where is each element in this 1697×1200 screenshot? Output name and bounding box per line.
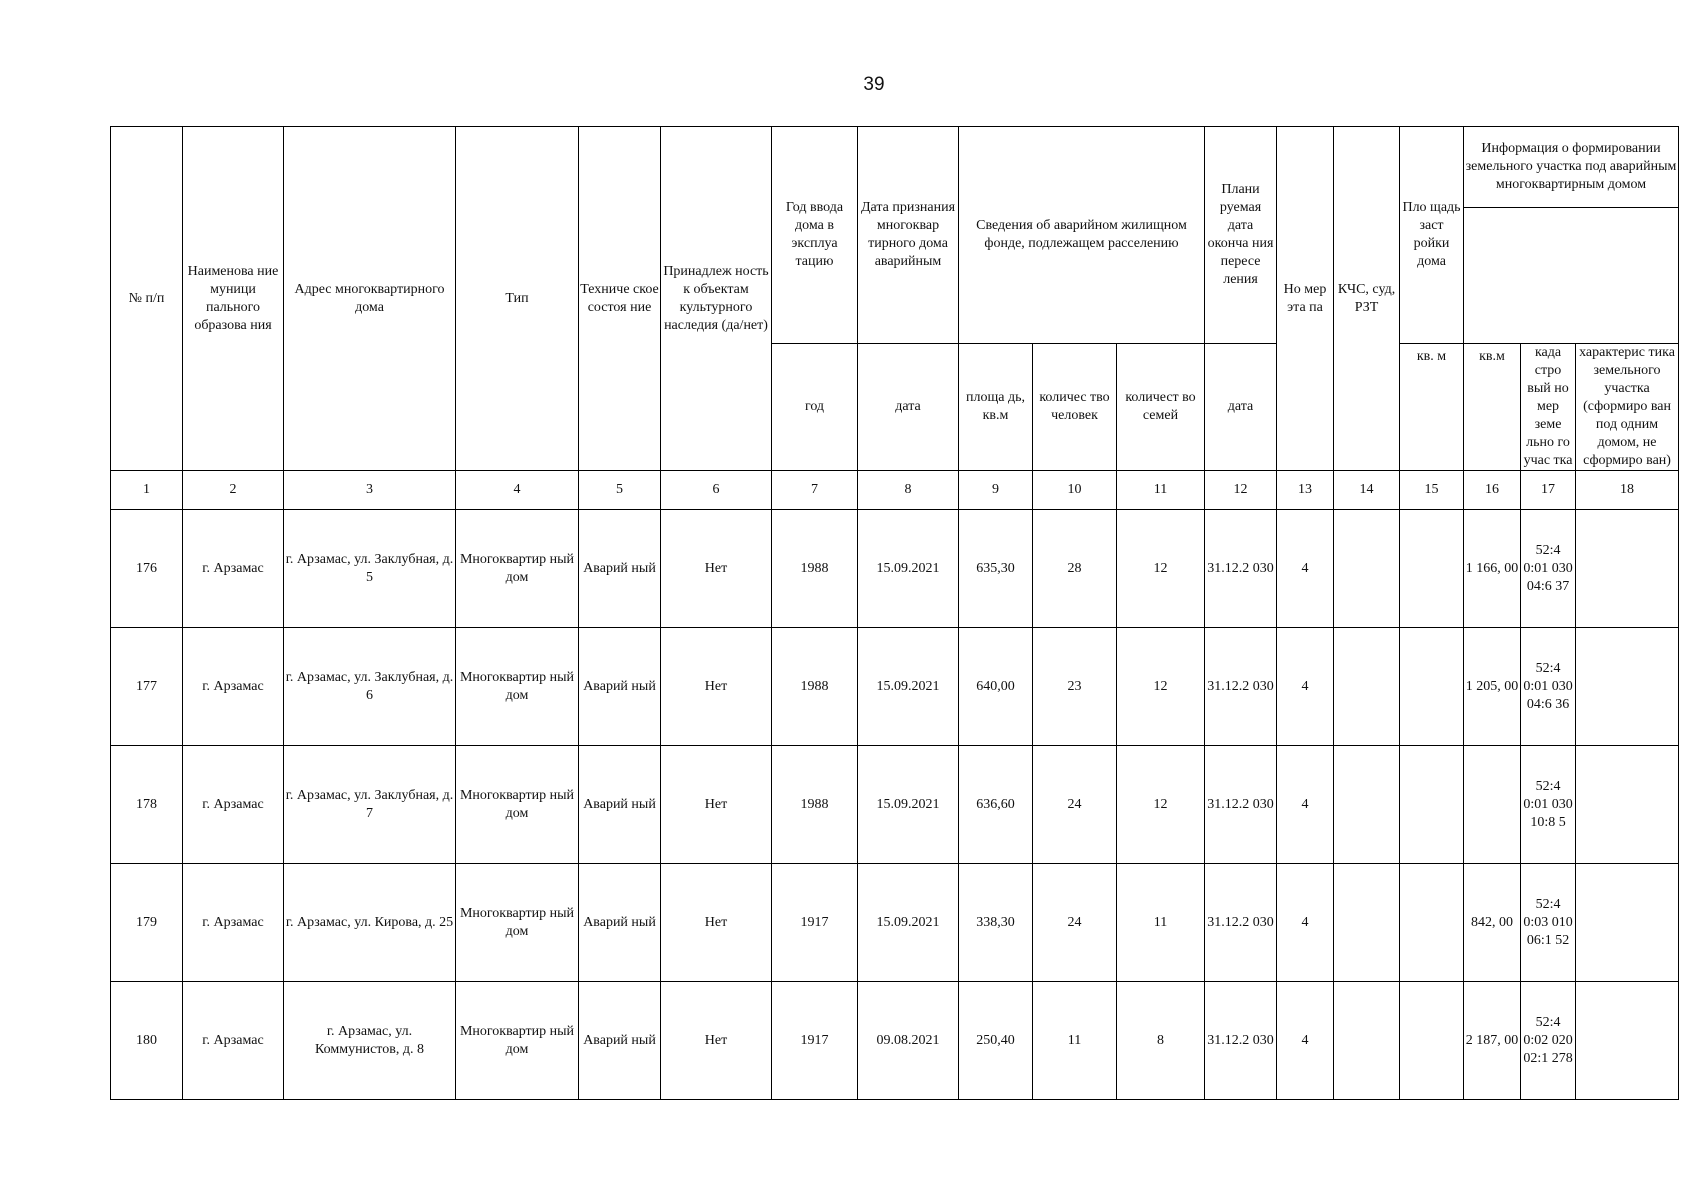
heritage-flag: Нет xyxy=(661,628,772,746)
heritage-flag: Нет xyxy=(661,746,772,864)
commission-year: 1988 xyxy=(772,628,858,746)
family-count: 8 xyxy=(1117,982,1205,1100)
address: г. Арзамас, ул. Заклубная, д. 5 xyxy=(284,510,456,628)
building-type: Многоквартир ный дом xyxy=(456,510,579,628)
municipality: г. Арзамас xyxy=(183,510,284,628)
col-municipality-header: Наименова ние муници пального образова ния xyxy=(183,127,284,471)
land-info-title: Информация о формировании земельного участка под аварийным многоквартирным домом xyxy=(1464,127,1678,208)
condition: Аварий ный xyxy=(579,746,661,864)
build-area xyxy=(1400,628,1464,746)
condition: Аварий ный xyxy=(579,628,661,746)
land-area: 1 166, 00 xyxy=(1464,510,1521,628)
land-area: 2 187, 00 xyxy=(1464,982,1521,1100)
kchs-cell xyxy=(1334,510,1400,628)
address: г. Арзамас, ул. Коммунистов, д. 8 xyxy=(284,982,456,1100)
municipality: г. Арзамас xyxy=(183,982,284,1100)
cadastral-number: 52:4 0:01 030 10:8 5 xyxy=(1521,746,1576,864)
col-address-header: Адрес многоквартирного дома xyxy=(284,127,456,471)
sub-date: дата xyxy=(858,344,959,471)
build-area xyxy=(1400,510,1464,628)
condition: Аварий ный xyxy=(579,510,661,628)
col-recognition-date-header: Дата признания многоквар тирного дома аварийным xyxy=(858,127,959,344)
recognition-date: 15.09.2021 xyxy=(858,510,959,628)
heritage-flag: Нет xyxy=(661,982,772,1100)
address: г. Арзамас, ул. Кирова, д. 25 xyxy=(284,864,456,982)
col-year-header: Год ввода дома в эксплуа тацию xyxy=(772,127,858,344)
page-number: 39 xyxy=(863,74,885,95)
housing-area: 338,30 xyxy=(959,864,1033,982)
row-number: 176 xyxy=(111,510,183,628)
recognition-date: 09.08.2021 xyxy=(858,982,959,1100)
col-num: 16 xyxy=(1464,471,1521,510)
condition: Аварий ный xyxy=(579,864,661,982)
recognition-date: 15.09.2021 xyxy=(858,628,959,746)
recognition-date: 15.09.2021 xyxy=(858,864,959,982)
commission-year: 1917 xyxy=(772,864,858,982)
table-row xyxy=(111,864,1679,982)
build-area xyxy=(1400,982,1464,1100)
planned-date: 31.12.2 030 xyxy=(1205,510,1277,628)
people-count: 11 xyxy=(1033,982,1117,1100)
column-number-row xyxy=(111,471,1679,510)
building-type: Многоквартир ный дом xyxy=(456,746,579,864)
col-stage-header: Но мер эта па xyxy=(1277,127,1334,471)
kchs-cell xyxy=(1334,982,1400,1100)
table-row xyxy=(111,746,1679,864)
col-num: 10 xyxy=(1033,471,1117,510)
col-type-header: Тип xyxy=(456,127,579,471)
stage-number: 4 xyxy=(1277,628,1334,746)
kchs-cell xyxy=(1334,864,1400,982)
cadastral-number: 52:4 0:01 030 04:6 36 xyxy=(1521,628,1576,746)
col-num: 8 xyxy=(858,471,959,510)
people-count: 24 xyxy=(1033,864,1117,982)
planned-date: 31.12.2 030 xyxy=(1205,864,1277,982)
land-area xyxy=(1464,746,1521,864)
sub-planned-date: дата xyxy=(1205,344,1277,471)
land-characteristic xyxy=(1576,746,1679,864)
col-cadastre-header: када стро вый но мер земе льно го учас тка xyxy=(1521,344,1576,471)
col-num: 1 xyxy=(111,471,183,510)
cadastral-number: 52:4 0:01 030 04:6 37 xyxy=(1521,510,1576,628)
build-area xyxy=(1400,746,1464,864)
family-count: 11 xyxy=(1117,864,1205,982)
stage-number: 4 xyxy=(1277,510,1334,628)
table-row xyxy=(111,510,1679,628)
building-type: Многоквартир ный дом xyxy=(456,982,579,1100)
col-num: 17 xyxy=(1521,471,1576,510)
col-condition-header: Техниче ское состоя ние xyxy=(579,127,661,471)
col-num: 13 xyxy=(1277,471,1334,510)
commission-year: 1917 xyxy=(772,982,858,1100)
sub-families: количест во семей xyxy=(1117,344,1205,471)
row-number: 177 xyxy=(111,628,183,746)
sub-people: количес тво человек xyxy=(1033,344,1117,471)
col-num: 11 xyxy=(1117,471,1205,510)
col-build-area-header: Пло щадь заст ройки дома xyxy=(1400,127,1464,344)
housing-area: 250,40 xyxy=(959,982,1033,1100)
housing-area: 635,30 xyxy=(959,510,1033,628)
col-num: 18 xyxy=(1576,471,1679,510)
condition: Аварий ный xyxy=(579,982,661,1100)
col-kchs-header: КЧС, суд, РЗТ xyxy=(1334,127,1400,471)
people-count: 28 xyxy=(1033,510,1117,628)
address: г. Арзамас, ул. Заклубная, д. 7 xyxy=(284,746,456,864)
col-num: 9 xyxy=(959,471,1033,510)
sub-area: площа дь, кв.м xyxy=(959,344,1033,471)
col-num: 14 xyxy=(1334,471,1400,510)
kchs-cell xyxy=(1334,746,1400,864)
land-area: 1 205, 00 xyxy=(1464,628,1521,746)
header-row-1 xyxy=(111,127,1679,344)
land-characteristic xyxy=(1576,982,1679,1100)
building-type: Многоквартир ный дом xyxy=(456,864,579,982)
municipality: г. Арзамас xyxy=(183,628,284,746)
address: г. Арзамас, ул. Заклубная, д. 6 xyxy=(284,628,456,746)
family-count: 12 xyxy=(1117,510,1205,628)
housing-area: 640,00 xyxy=(959,628,1033,746)
stage-number: 4 xyxy=(1277,746,1334,864)
commission-year: 1988 xyxy=(772,746,858,864)
table-row xyxy=(111,628,1679,746)
col-land-char-header: характерис тика земельного участка (сформиро ван под одним домом, не сформиро ван) xyxy=(1576,344,1679,471)
land-area: 842, 00 xyxy=(1464,864,1521,982)
row-number: 180 xyxy=(111,982,183,1100)
planned-date: 31.12.2 030 xyxy=(1205,746,1277,864)
people-count: 23 xyxy=(1033,628,1117,746)
recognition-date: 15.09.2021 xyxy=(858,746,959,864)
col-num: 15 xyxy=(1400,471,1464,510)
heritage-flag: Нет xyxy=(661,864,772,982)
planned-date: 31.12.2 030 xyxy=(1205,982,1277,1100)
table-body xyxy=(111,510,1679,1100)
sub-land-area-unit: кв.м xyxy=(1464,344,1521,471)
family-count: 12 xyxy=(1117,746,1205,864)
col-num: 7 xyxy=(772,471,858,510)
sub-year: год xyxy=(772,344,858,471)
planned-date: 31.12.2 030 xyxy=(1205,628,1277,746)
family-count: 12 xyxy=(1117,628,1205,746)
commission-year: 1988 xyxy=(772,510,858,628)
table-row xyxy=(111,982,1679,1100)
housing-area: 636,60 xyxy=(959,746,1033,864)
cadastral-number: 52:4 0:02 020 02:1 278 xyxy=(1521,982,1576,1100)
col-num: 6 xyxy=(661,471,772,510)
row-number: 179 xyxy=(111,864,183,982)
row-number: 178 xyxy=(111,746,183,864)
cadastral-number: 52:4 0:03 010 06:1 52 xyxy=(1521,864,1576,982)
land-characteristic xyxy=(1576,864,1679,982)
build-area xyxy=(1400,864,1464,982)
col-land-info-header xyxy=(1464,127,1679,344)
col-num: 5 xyxy=(579,471,661,510)
col-planned-date-header: Плани руемая дата оконча ния пересе ления xyxy=(1205,127,1277,344)
heritage-flag: Нет xyxy=(661,510,772,628)
col-num: 3 xyxy=(284,471,456,510)
land-characteristic xyxy=(1576,628,1679,746)
stage-number: 4 xyxy=(1277,864,1334,982)
col-number-header: № п/п xyxy=(111,127,183,471)
col-housing-info-header: Сведения об аварийном жилищном фонде, подлежащем расселению xyxy=(959,127,1205,344)
land-characteristic xyxy=(1576,510,1679,628)
col-num: 12 xyxy=(1205,471,1277,510)
emergency-housing-table xyxy=(110,126,1679,1100)
municipality: г. Арзамас xyxy=(183,746,284,864)
municipality: г. Арзамас xyxy=(183,864,284,982)
sub-build-area-unit: кв. м xyxy=(1400,344,1464,471)
stage-number: 4 xyxy=(1277,982,1334,1100)
col-num: 4 xyxy=(456,471,579,510)
col-heritage-header: Принадлеж ность к объектам культурного наследия (да/нет) xyxy=(661,127,772,471)
people-count: 24 xyxy=(1033,746,1117,864)
kchs-cell xyxy=(1334,628,1400,746)
col-num: 2 xyxy=(183,471,284,510)
building-type: Многоквартир ный дом xyxy=(456,628,579,746)
